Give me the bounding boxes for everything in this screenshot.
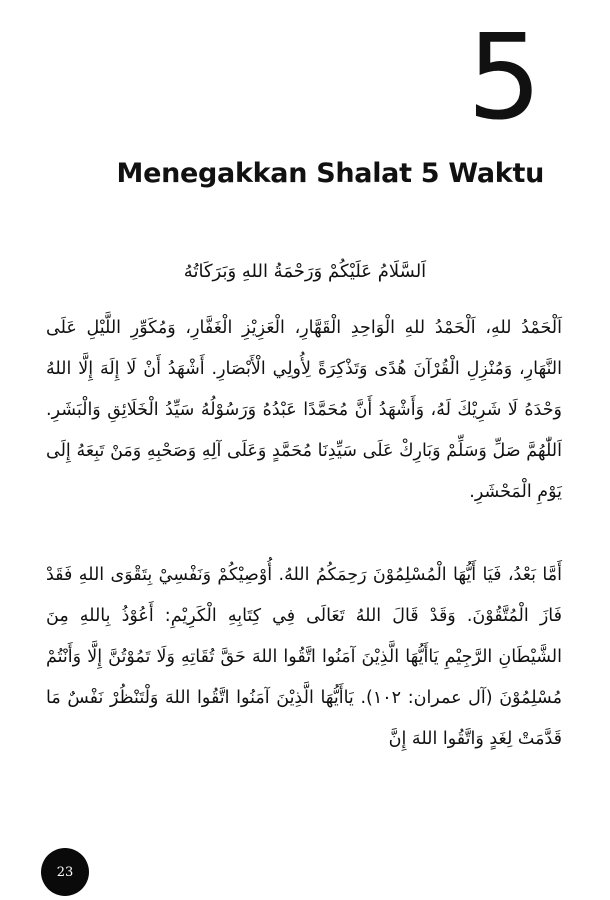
page-number-badge: [41, 848, 89, 896]
chapter-title: Menegakkan Shalat 5 Waktu: [116, 158, 544, 189]
arabic-paragraph-opening: اَلْحَمْدُ للهِ، اَلْحَمْدُ للهِ الْوَاحِدِ الْقَهَّارِ، الْعَزِيْزِ الْغَفَّارِ، وَمُكَوِّرِ اللَّيْلِ عَلَى النَّهَارِ، وَمُنْزِلِ الْقُرْآنَ هُدًى وَتَذْكِرَةً لِأُولِي الْأَبْصَارِ. أَشْهَدُ أَنْ لَا إِلَهَ إِلَّا اللهُ وَحْدَهُ لَا شَرِيْكَ لَهُ، وَأَشْهَدُ أَنَّ مُحَمَّدًا عَبْدُهُ وَرَسُوْلُهُ سَيِّدُ الْخَلَائِقِ وَالْبَشَرِ. اَللّٰهُمَّ صَلِّ وَسَلِّمْ وَبَارِكْ عَلَى سَيِّدِنَا مُحَمَّدٍ وَعَلَى آلِهِ وَصَحْبِهِ وَمَنْ تَبِعَهُ إِلَى يَوْمِ الْمَحْشَرِ.: [46, 318, 562, 502]
chapter-number: 5: [466, 8, 542, 146]
arabic-paragraph-sermon: أَمَّا بَعْدُ، فَيَا أَيُّهَا الْمُسْلِمُوْنَ رَحِمَكُمُ اللهُ. أُوْصِيْكُمْ وَنَفْسِيْ بِتَقْوَى اللهِ فَقَدْ فَازَ الْمُتَّقُوْنَ. وَقَدْ قَالَ اللهُ تَعَالَى فِي كِتَابِهِ الْكَرِيْمِ: أَعُوْذُ بِاللهِ مِنَ الشَّيْطَانِ الرَّجِيْمِ يَاأَيُّهَا الَّذِيْنَ آمَنُوا اتَّقُوا اللهَ حَقَّ تُقَاتِهِ وَلَا تَمُوْتُنَّ إِلَّا وَأَنْتُمْ مُسْلِمُوْنَ (آل عمران: ١٠٢). يَاأَيُّهَا الَّذِيْنَ آمَنُوا اتَّقُوا اللهَ وَلْتَنْظُرْ نَفْسٌ مَا قَدَّمَتْ لِغَدٍ وَاتَّقُوا اللهَ إِنَّ: [46, 565, 562, 749]
page-number: 23: [56, 864, 74, 880]
arabic-greeting: اَلسَّلَامُ عَلَيْكُمْ وَرَحْمَةُ اللهِ وَبَرَكَاتُهُ: [183, 261, 427, 282]
